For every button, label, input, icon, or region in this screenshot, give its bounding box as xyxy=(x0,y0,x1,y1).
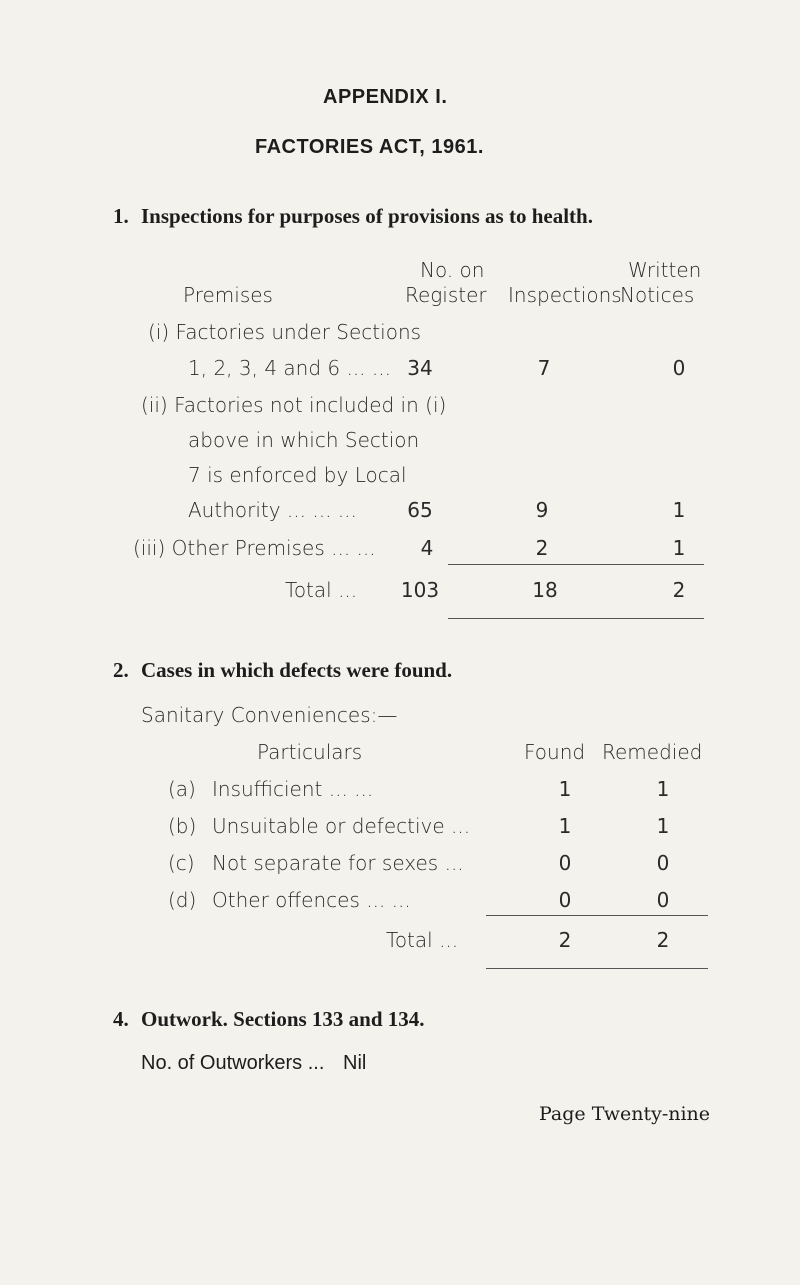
defect-d-key: (d) xyxy=(168,888,197,912)
col-register-line2: Register xyxy=(405,283,487,307)
section-2-total-found: 2 xyxy=(558,928,572,952)
defect-b-key: (b) xyxy=(168,814,197,838)
row-ii-register: 65 xyxy=(407,498,433,522)
defect-c-label: Not separate for sexes ... xyxy=(212,851,464,875)
outworkers-value: Nil xyxy=(343,1052,367,1074)
defect-a-key: (a) xyxy=(168,777,196,801)
row-i-register: 34 xyxy=(407,356,433,380)
defect-d-label: Other offences ... ... xyxy=(212,888,411,912)
page-number-label: Page Twenty-nine xyxy=(539,1103,711,1125)
row-ii-label-line4: Authority ... ... ... xyxy=(188,498,357,522)
row-ii-label-line3: 7 is enforced by Local xyxy=(188,463,407,487)
col-remedied: Remedied xyxy=(602,740,703,764)
defect-b-found: 1 xyxy=(558,814,572,838)
section-1-total-notices: 2 xyxy=(672,578,686,602)
col-premises: Premises xyxy=(183,283,273,307)
defect-a-remedied: 1 xyxy=(656,777,670,801)
section-1-title: Inspections for purposes of provisions as to health. xyxy=(141,204,593,228)
row-i-label-line1: (i) Factories under Sections xyxy=(148,320,422,344)
outworkers-label: No. of Outworkers ... xyxy=(141,1052,325,1074)
row-i-inspections: 7 xyxy=(537,356,551,380)
section-2-subtitle: Sanitary Conveniences:— xyxy=(141,703,398,727)
row-i-label-line2: 1, 2, 3, 4 and 6 ... ... xyxy=(188,356,391,380)
defect-c-remedied: 0 xyxy=(656,851,670,875)
defect-b-label: Unsuitable or defective ... xyxy=(212,814,471,838)
section-1-total-rule-top xyxy=(448,564,704,565)
defect-c-found: 0 xyxy=(558,851,572,875)
col-particulars: Particulars xyxy=(257,740,363,764)
defect-d-remedied: 0 xyxy=(656,888,670,912)
section-1-total-register: 103 xyxy=(400,578,440,602)
section-1-total-rule-bottom xyxy=(448,618,704,619)
section-2-title: Cases in which defects were found. xyxy=(141,658,453,682)
col-found: Found xyxy=(524,740,586,764)
section-1-total-inspections: 18 xyxy=(532,578,558,602)
row-iii-register: 4 xyxy=(420,536,434,560)
defect-d-found: 0 xyxy=(558,888,572,912)
act-title: FACTORIES ACT, 1961. xyxy=(255,136,484,158)
row-iii-label: (iii) Other Premises ... ... xyxy=(133,536,376,560)
appendix-title: APPENDIX I. xyxy=(323,86,448,108)
row-ii-inspections: 9 xyxy=(535,498,549,522)
row-ii-label-line1: (ii) Factories not included in (i) xyxy=(141,393,447,417)
section-2-total-rule-top xyxy=(486,915,708,916)
defect-a-found: 1 xyxy=(558,777,572,801)
col-notices-line2: Notices xyxy=(620,283,695,307)
col-notices-line1: Written xyxy=(628,258,702,282)
row-iii-notices: 1 xyxy=(672,536,686,560)
col-inspections: Inspections xyxy=(508,283,622,307)
section-2-total-remedied: 2 xyxy=(656,928,670,952)
section-1-total-label: Total ... xyxy=(285,578,358,602)
section-2-total-label: Total ... xyxy=(386,928,459,952)
row-iii-inspections: 2 xyxy=(535,536,549,560)
defect-a-label: Insufficient ... ... xyxy=(212,777,374,801)
defect-c-key: (c) xyxy=(168,851,195,875)
row-i-notices: 0 xyxy=(672,356,686,380)
section-4-title: Outwork. Sections 133 and 134. xyxy=(141,1007,425,1031)
defect-b-remedied: 1 xyxy=(656,814,670,838)
section-2-number: 2. xyxy=(113,658,129,682)
row-ii-label-line2: above in which Section xyxy=(188,428,420,452)
section-1-number: 1. xyxy=(113,204,129,228)
col-register-line1: No. on xyxy=(420,258,485,282)
section-2-total-rule-bottom xyxy=(486,968,708,969)
row-ii-notices: 1 xyxy=(672,498,686,522)
section-4-number: 4. xyxy=(113,1007,129,1031)
